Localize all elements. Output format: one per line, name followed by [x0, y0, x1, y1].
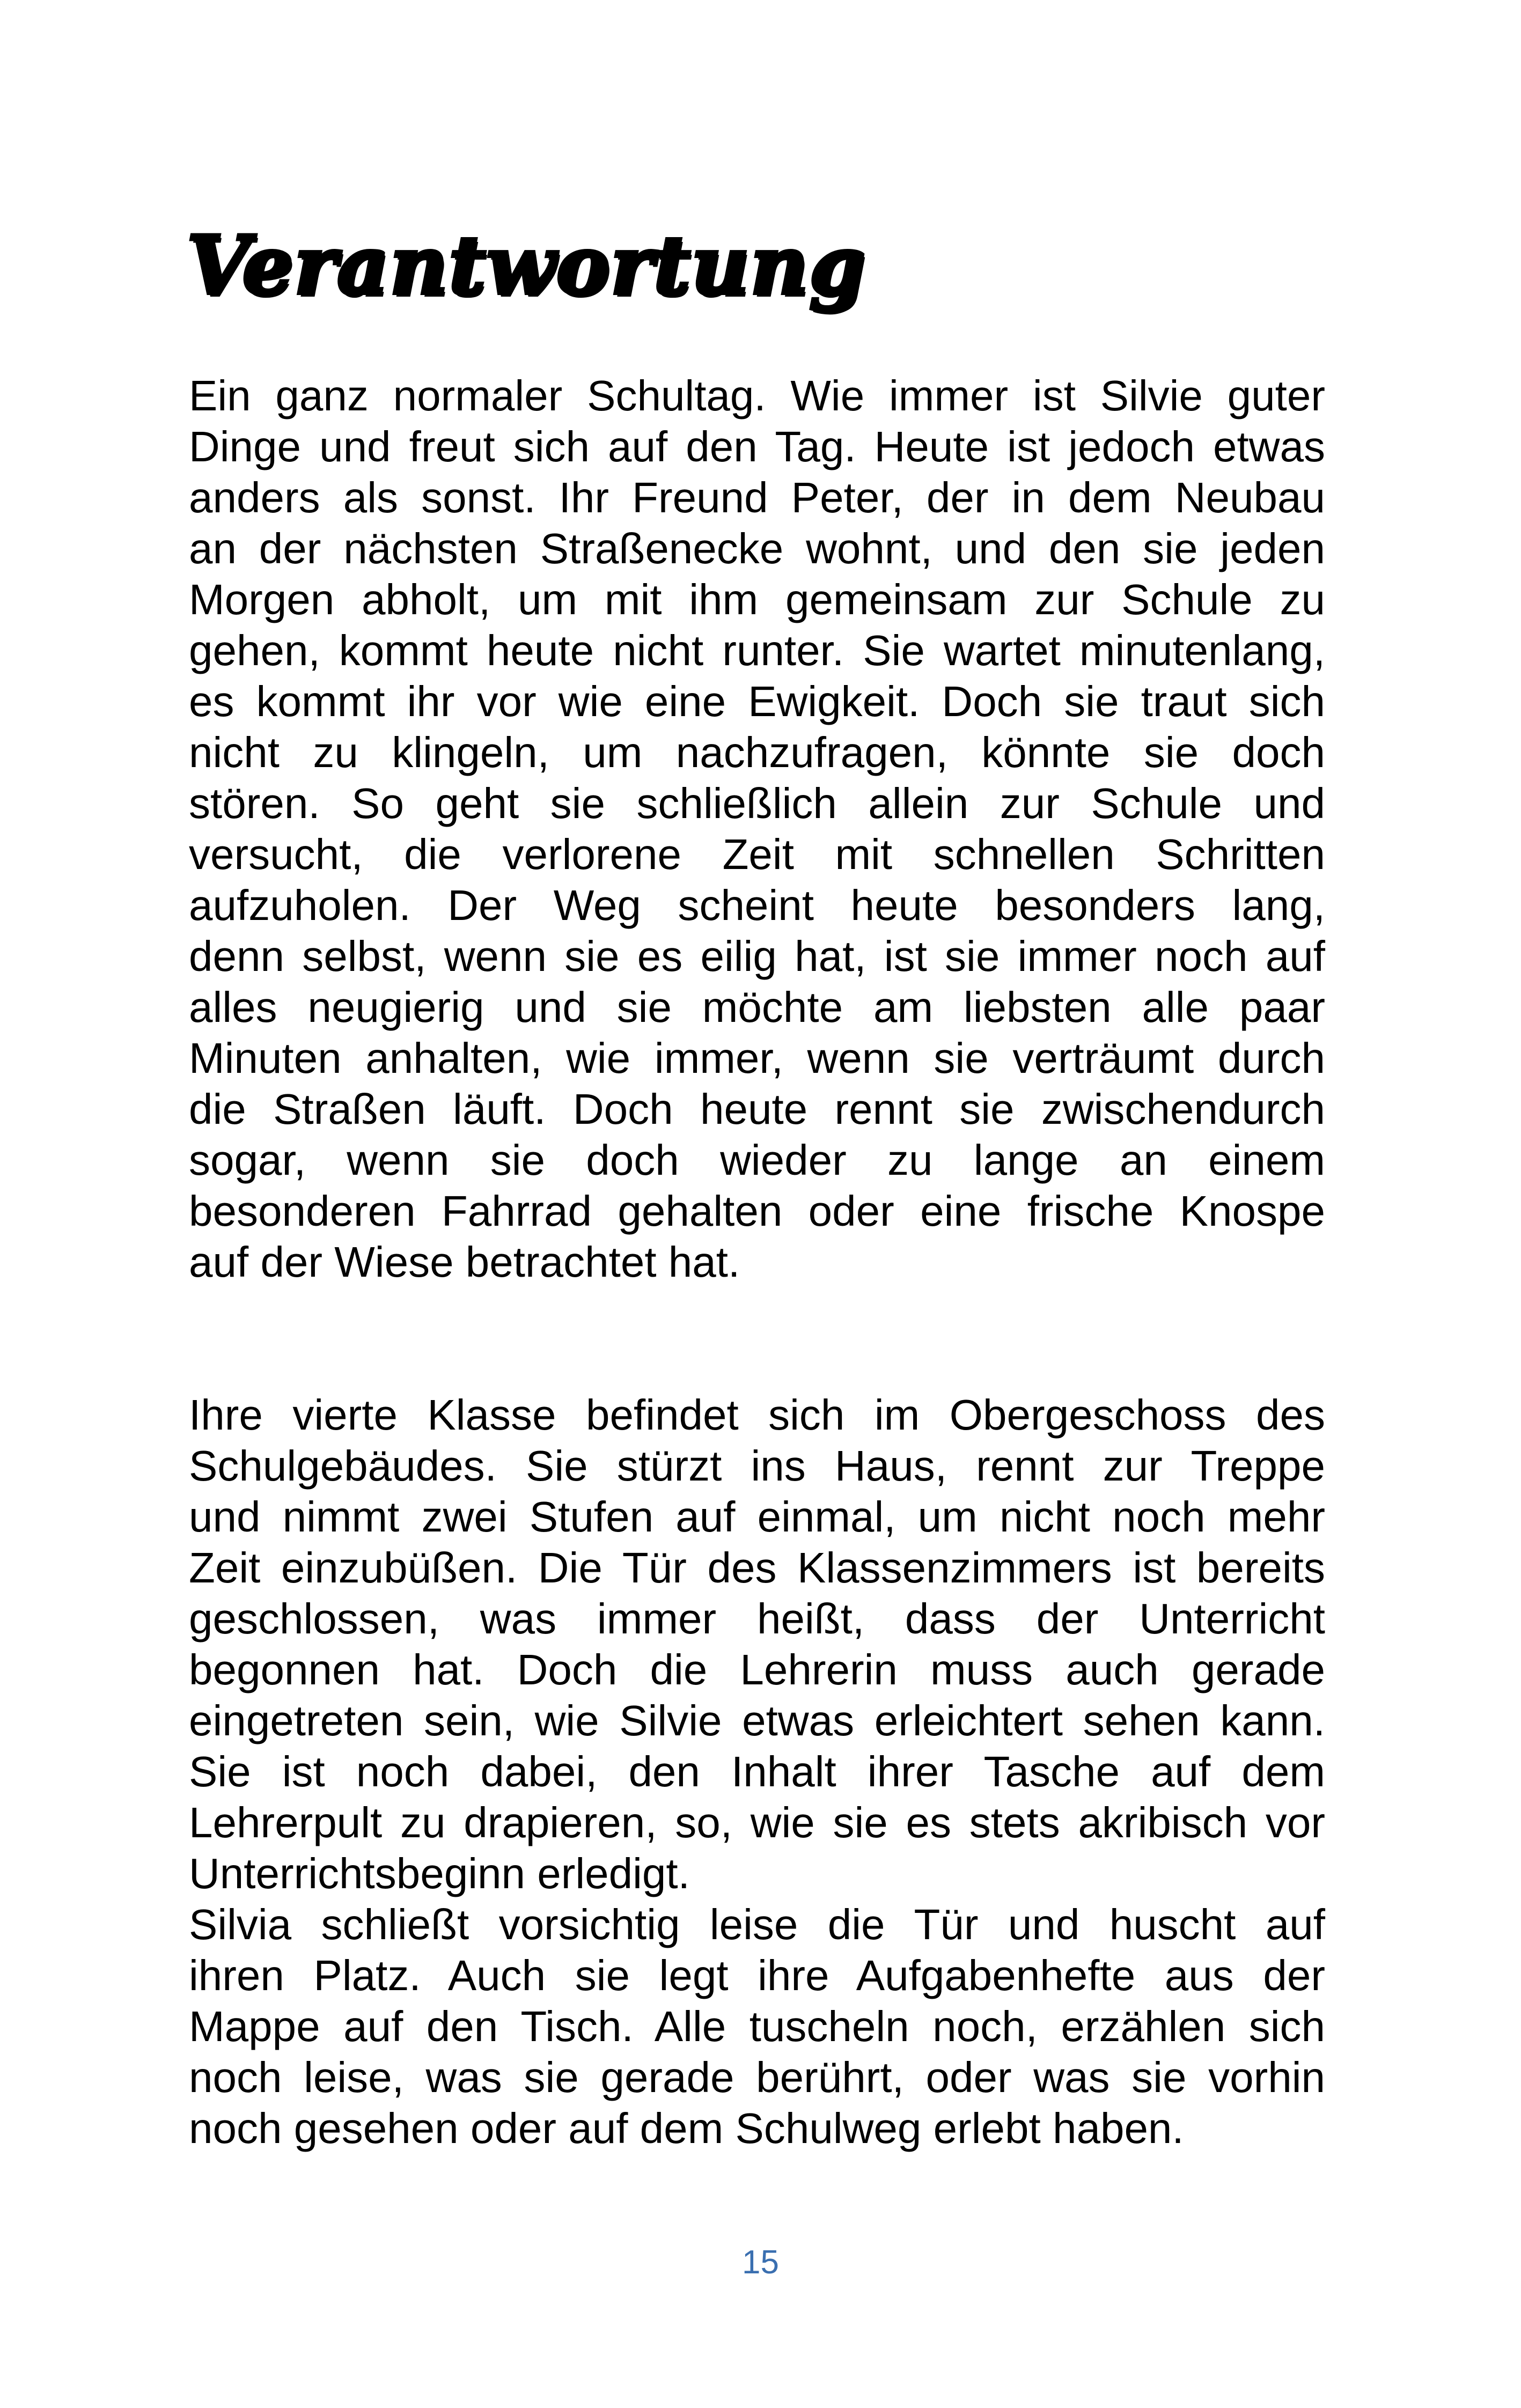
- text-line: an der nächsten Straßenecke wohnt, und den sie jeden: [189, 525, 1325, 572]
- text-line: denn selbst, wenn sie es eilig hat, ist sie immer noch auf: [189, 932, 1325, 980]
- text-line: Morgen abholt, um mit ihm gemeinsam zur Schule zu: [189, 576, 1325, 623]
- text-line: geschlossen, was immer heißt, dass der Unterricht: [189, 1595, 1325, 1643]
- text-line: versucht, die verlorene Zeit mit schnellen Schritten: [189, 830, 1325, 878]
- text-line: Sie ist noch dabei, den Inhalt ihrer Tasche auf dem: [189, 1748, 1325, 1795]
- text-line: noch gesehen oder auf dem Schulweg erlebt haben.: [189, 2104, 1184, 2152]
- paragraph-1: [189, 370, 1325, 1287]
- text-line: es kommt ihr vor wie eine Ewigkeit. Doch sie traut sich: [189, 678, 1325, 725]
- text-line: Unterrichtsbeginn erledigt.: [189, 1850, 690, 1897]
- text-line: anders als sonst. Ihr Freund Peter, der in dem Neubau: [189, 474, 1325, 521]
- text-line: aufzuholen. Der Weg scheint heute besonders lang,: [189, 881, 1325, 929]
- text-line: nicht zu klingeln, um nachzufragen, könnte sie doch: [189, 728, 1325, 776]
- text-line: Lehrerpult zu drapieren, so, wie sie es stets akribisch vor: [189, 1799, 1325, 1846]
- body-text: [189, 370, 1325, 2154]
- paragraph-2: [189, 1389, 1325, 1899]
- text-line: gehen, kommt heute nicht runter. Sie wartet minutenlang,: [189, 627, 1325, 674]
- paragraph-3: [189, 1899, 1325, 2154]
- page-number: 15: [742, 2244, 779, 2281]
- text-line: Schulgebäudes. Sie stürzt ins Haus, rennt zur Treppe: [189, 1442, 1325, 1490]
- text-line: eingetreten sein, wie Silvie etwas erleichtert sehen kann.: [189, 1697, 1325, 1744]
- text-line: begonnen hat. Doch die Lehrerin muss auch gerade: [189, 1646, 1325, 1693]
- text-line: Silvia schließt vorsichtig leise die Tür und huscht auf: [189, 1901, 1325, 1948]
- text-line: Dinge und freut sich auf den Tag. Heute ist jedoch etwas: [189, 423, 1325, 470]
- text-line: Ein ganz normaler Schultag. Wie immer ist Silvie guter: [189, 372, 1325, 419]
- text-line: noch leise, was sie gerade berührt, oder was sie vorhin: [189, 2053, 1325, 2101]
- text-line: Zeit einzubüßen. Die Tür des Klassenzimmers ist bereits: [189, 1544, 1325, 1592]
- text-line: sogar, wenn sie doch wieder zu lange an einem: [189, 1136, 1325, 1184]
- text-line: und nimmt zwei Stufen auf einmal, um nicht noch mehr: [189, 1493, 1325, 1541]
- text-line: besonderen Fahrrad gehalten oder eine frische Knospe: [189, 1187, 1325, 1235]
- text-line: stören. So geht sie schließlich allein zur Schule und: [189, 779, 1325, 827]
- text-line: auf der Wiese betrachtet hat.: [189, 1238, 740, 1286]
- text-line: Mappe auf den Tisch. Alle tuscheln noch, erzählen sich: [189, 2002, 1325, 2050]
- text-line: Ihre vierte Klasse befindet sich im Obergeschoss des: [189, 1391, 1325, 1439]
- text-line: ihren Platz. Auch sie legt ihre Aufgabenhefte aus der: [189, 1952, 1325, 1999]
- paragraph-spacer: [189, 1287, 1325, 1389]
- text-line: Minuten anhalten, wie immer, wenn sie verträumt durch: [189, 1034, 1325, 1082]
- text-line: die Straßen läuft. Doch heute rennt sie zwischendurch: [189, 1085, 1325, 1133]
- text-line: alles neugierig und sie möchte am liebsten alle paar: [189, 983, 1325, 1031]
- chapter-title: Verantwortung: [187, 218, 866, 313]
